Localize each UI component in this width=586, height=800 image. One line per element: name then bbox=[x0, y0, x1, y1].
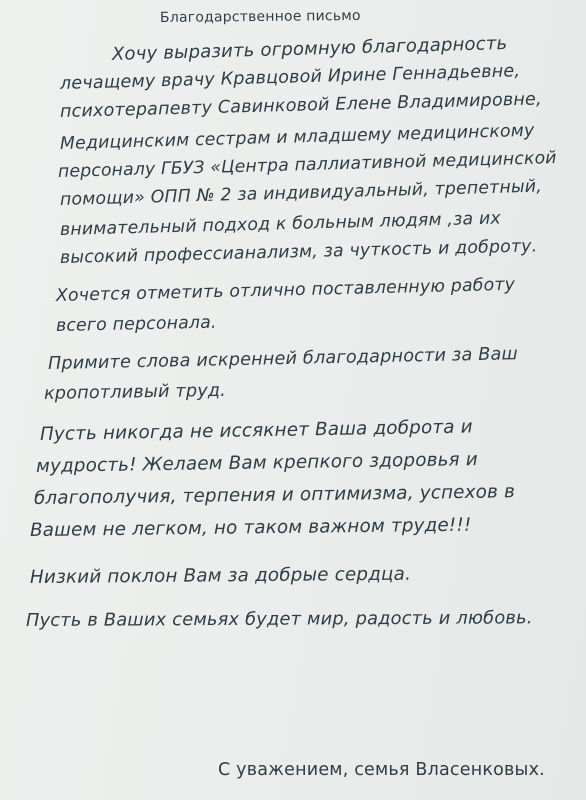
paragraph-4-line-1: Примите слова искренней благодарности за Ваш bbox=[47, 344, 519, 374]
paragraph-2-line-4: внимательный подход к больным людям ,за их bbox=[59, 208, 502, 240]
paragraph-5-line-2: мудрость! Желаем Вам крепкого здоровья и bbox=[35, 449, 479, 477]
paragraph-2-line-5: высокий профессианализм, за чуткость и доброту. bbox=[59, 236, 538, 268]
paragraph-5-line-1: Пусть никогда не иссякнет Ваша доброта и bbox=[39, 416, 473, 445]
paragraph-2-line-2: персоналу ГБУЗ «Центра паллиативной медицинской bbox=[57, 148, 557, 182]
paragraph-2-line-1: Медицинским сестрам и младшему медицинскому bbox=[59, 120, 535, 154]
paragraph-1-line-1: Хочу выразить огромную благодарность bbox=[111, 32, 508, 65]
paragraph-1-line-3: психотерапевту Савинковой Елене Владимировне, bbox=[59, 89, 542, 122]
paragraph-4-line-2: кропотливый труд. bbox=[43, 380, 227, 404]
letter-title: Благодарственное письмо bbox=[159, 7, 361, 26]
paragraph-3-line-1: Хочется отметить отлично поставленную работу bbox=[55, 274, 516, 306]
paragraph-5-line-4: Вашем не легком, но таком важном труде!!! bbox=[29, 514, 472, 541]
paragraph-6-line-1: Низкий поклон Вам за добрые сердца. bbox=[29, 563, 412, 588]
letter-signature: С уважением, семья Власенковых. bbox=[218, 760, 545, 780]
paragraph-3-line-2: всего персонала. bbox=[55, 312, 217, 336]
paragraph-2-line-3: помощи» ОПП № 2 за индивидуальный, трепетный, bbox=[59, 176, 543, 210]
paragraph-1-line-2: лечащему врачу Кравцовой Ирине Геннадьевне, bbox=[59, 61, 521, 94]
paragraph-5-line-3: благополучия, терпения и оптимизма, успехов в bbox=[33, 481, 516, 509]
paragraph-7-line-1: Пусть в Ваших семьях будет мир, радость и любовь. bbox=[25, 607, 533, 631]
